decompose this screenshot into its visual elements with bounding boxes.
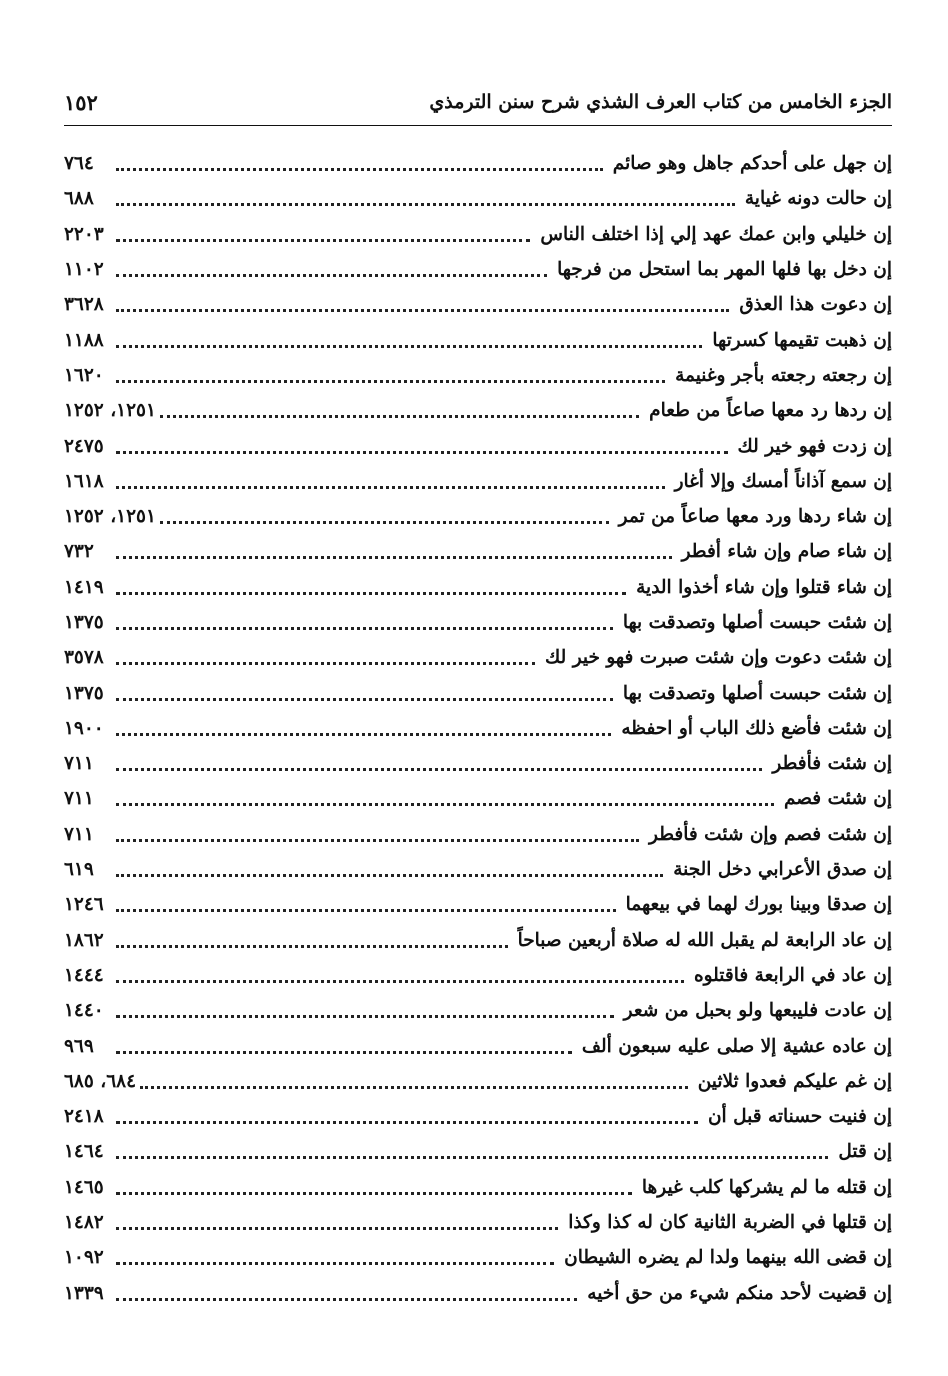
entry-text: إن صدق الأعرابي دخل الجنة	[673, 859, 892, 881]
running-title: الجزء الخامس من كتاب العرف الشذي شرح سنن الترمذي	[429, 91, 892, 113]
entry-text: إن شاء صام وإن شاء أفطر	[681, 541, 892, 563]
entry-page-ref: ١٤٦٤	[64, 1141, 104, 1163]
index-entry	[64, 252, 892, 287]
entry-page-ref: ٩٦٩	[64, 1035, 94, 1057]
index-entry	[64, 534, 892, 569]
entry-text: إن شئت فأفطر	[772, 753, 892, 775]
dot-leader	[116, 239, 530, 242]
dot-leader	[116, 380, 665, 383]
dot-leader	[116, 556, 672, 559]
dot-leader	[116, 839, 639, 842]
entry-page-ref: ١١٠٢	[64, 259, 104, 281]
entry-text: إن شئت دعوت وإن شئت صبرت فهو خير لك	[545, 647, 892, 669]
entry-page-ref: ٦٨٨	[64, 188, 94, 210]
index-entry	[64, 852, 892, 887]
entry-text: إن شئت حبست أصلها وتصدقت بها	[622, 612, 892, 633]
entry-text: إن عاد الرابعة لم يقبل الله له صلاة أربعين صباحاً	[517, 929, 892, 951]
entry-text: إن ردها رد معها صاعاً من طعام	[649, 400, 892, 422]
entry-text: إن قتل	[838, 1141, 892, 1163]
entry-text: إن جهل على أحدكم جاهل وهو صائم	[612, 153, 892, 175]
entry-page-ref: ١٣٧٥	[64, 612, 104, 633]
index-entry	[64, 1276, 892, 1311]
entry-text: إن حالت دونه غياية	[744, 188, 892, 210]
dot-leader	[160, 521, 609, 524]
entry-page-ref: ١٢٥١، ١٢٥٢	[64, 400, 156, 422]
entry-text: إن غم عليكم فعدوا ثلاثين	[697, 1070, 892, 1092]
dot-leader	[116, 203, 735, 206]
entry-page-ref: ٧١١	[64, 788, 94, 810]
entry-page-ref: ١١٨٨	[64, 329, 104, 351]
entry-text: إن قضى الله بينهما ولدا لم يضره الشيطان	[564, 1247, 892, 1269]
index-entry	[64, 322, 892, 357]
dot-leader	[116, 1156, 828, 1159]
index-list	[64, 146, 892, 1311]
entry-text: إن عاد في الرابعة فاقتلوه	[693, 964, 892, 986]
entry-text: إن قتله ما لم يشركها كلب غيرها	[641, 1176, 892, 1198]
index-entry	[64, 1170, 892, 1205]
dot-leader	[116, 662, 535, 665]
page-number: ١٥٢	[64, 89, 98, 115]
dot-leader	[116, 768, 762, 771]
entry-page-ref: ٧١١	[64, 823, 94, 845]
index-entry	[64, 181, 892, 216]
index-entry	[64, 570, 892, 605]
dot-leader	[116, 1227, 558, 1230]
entry-page-ref: ١٤٨٢	[64, 1212, 104, 1234]
index-entry	[64, 1205, 892, 1240]
entry-page-ref: ١٣٧٥	[64, 682, 104, 704]
entry-text: إن شئت فأضع ذلك الباب أو احفظه	[621, 717, 892, 739]
dot-leader	[116, 909, 616, 912]
entry-text: إن شاء ردها ورد معها صاعاً من تمر	[618, 506, 892, 528]
dot-leader	[116, 803, 774, 806]
entry-page-ref: ٣٦٢٨	[64, 294, 104, 316]
entry-text: إن قضيت لأحد منكم شيء من حق أخيه	[587, 1282, 892, 1304]
entry-text: إن شئت فصم وإن شئت فأفطر	[649, 823, 892, 845]
entry-page-ref: ١٢٤٦	[64, 894, 104, 916]
entry-page-ref: ١٩٠٠	[64, 717, 104, 739]
dot-leader	[116, 945, 508, 948]
dot-leader	[116, 486, 665, 489]
entry-text: إن شئت فصم	[783, 788, 892, 810]
dot-leader	[116, 1262, 554, 1265]
entry-text: إن دعوت هذا العذق	[739, 294, 892, 316]
dot-leader	[116, 980, 684, 983]
entry-text: إن شاء قتلوا وإن شاء أخذوا الدية	[636, 576, 892, 598]
index-entry	[64, 746, 892, 781]
index-entry	[64, 1134, 892, 1169]
entry-page-ref: ١٤٦٥	[64, 1176, 104, 1198]
entry-page-ref: ٢٤٧٥	[64, 435, 104, 457]
entry-page-ref: ٦٨٤، ٦٨٥	[64, 1070, 137, 1092]
dot-leader	[116, 274, 547, 277]
entry-page-ref: ١٣٣٩	[64, 1282, 104, 1304]
entry-page-ref: ١٤١٩	[64, 576, 104, 598]
entry-page-ref: ٢٢٠٣	[64, 223, 104, 245]
index-entry	[64, 711, 892, 746]
entry-page-ref: ١٠٩٢	[64, 1247, 104, 1269]
dot-leader	[116, 451, 728, 454]
entry-page-ref: ١٨٦٢	[64, 929, 104, 951]
index-entry	[64, 428, 892, 463]
entry-page-ref: ١٦١٨	[64, 470, 104, 492]
dot-leader	[140, 1086, 688, 1089]
index-entry	[64, 993, 892, 1028]
entry-text: إن شئت حبست أصلها وتصدقت بها	[622, 682, 892, 704]
dot-leader	[116, 1051, 572, 1054]
dot-leader	[116, 733, 611, 736]
entry-text: إن سمع آذاناً أمسك وإلا أغار	[674, 470, 892, 492]
dot-leader	[116, 1298, 577, 1301]
dot-leader	[116, 309, 729, 312]
entry-text: إن رجعته رجعته بأجر وغنيمة	[675, 364, 892, 386]
index-entry	[64, 146, 892, 181]
index-entry	[64, 217, 892, 252]
entry-page-ref: ٦١٩	[64, 859, 94, 881]
index-entry	[64, 887, 892, 922]
entry-page-ref: ٣٥٧٨	[64, 647, 104, 669]
dot-leader	[116, 1015, 614, 1018]
entry-text: إن عاده عشية إلا صلى عليه سبعون ألف	[581, 1035, 892, 1057]
index-entry	[64, 817, 892, 852]
dot-leader	[116, 1121, 698, 1124]
running-header	[64, 84, 892, 120]
index-entry	[64, 1028, 892, 1063]
index-entry	[64, 958, 892, 993]
index-entry	[64, 287, 892, 322]
entry-text: إن قتلها في الضربة الثانية كان له كذا وكذا	[568, 1212, 892, 1234]
index-entry	[64, 675, 892, 710]
entry-page-ref: ١٤٤٠	[64, 1000, 104, 1022]
index-entry	[64, 1240, 892, 1275]
index-entry	[64, 640, 892, 675]
entry-page-ref: ٧٣٢	[64, 541, 94, 563]
entry-text: إن زدت فهو خير لك	[737, 435, 892, 457]
index-entry	[64, 393, 892, 428]
dot-leader	[116, 1192, 632, 1195]
dot-leader	[116, 168, 603, 171]
entry-page-ref: ٢٤١٨	[64, 1106, 104, 1128]
index-entry	[64, 464, 892, 499]
entry-text: إن فنيت حسناته قبل أن	[707, 1106, 892, 1128]
entry-text: إن ذهبت تقيمها كسرتها	[712, 329, 892, 351]
entry-text: إن صدقا وبينا بورك لهما في بيعهما	[625, 894, 892, 916]
header-rule	[64, 125, 892, 126]
index-entry	[64, 358, 892, 393]
index-entry	[64, 781, 892, 816]
index-entry	[64, 605, 892, 640]
dot-leader	[116, 592, 626, 595]
dot-leader	[116, 698, 613, 701]
entry-page-ref: ٧٦٤	[64, 153, 94, 175]
dot-leader	[116, 345, 702, 348]
index-entry	[64, 923, 892, 958]
index-entry	[64, 1099, 892, 1134]
dot-leader	[160, 415, 639, 418]
entry-page-ref: ٧١١	[64, 753, 94, 775]
entry-text: إن خليلي وابن عمك عهد إلي إذا اختلف الناس	[540, 223, 892, 245]
dot-leader	[116, 874, 663, 877]
index-entry	[64, 1064, 892, 1099]
entry-text: إن عادت فليبعها ولو بحبل من شعر	[623, 1000, 892, 1022]
entry-page-ref: ١٦٢٠	[64, 364, 104, 386]
entry-page-ref: ١٤٤٤	[64, 964, 104, 986]
dot-leader	[116, 627, 613, 630]
index-entry	[64, 499, 892, 534]
entry-text: إن دخل بها فلها المهر بما استحل من فرجها	[557, 259, 892, 281]
entry-page-ref: ١٢٥١، ١٢٥٢	[64, 506, 156, 528]
